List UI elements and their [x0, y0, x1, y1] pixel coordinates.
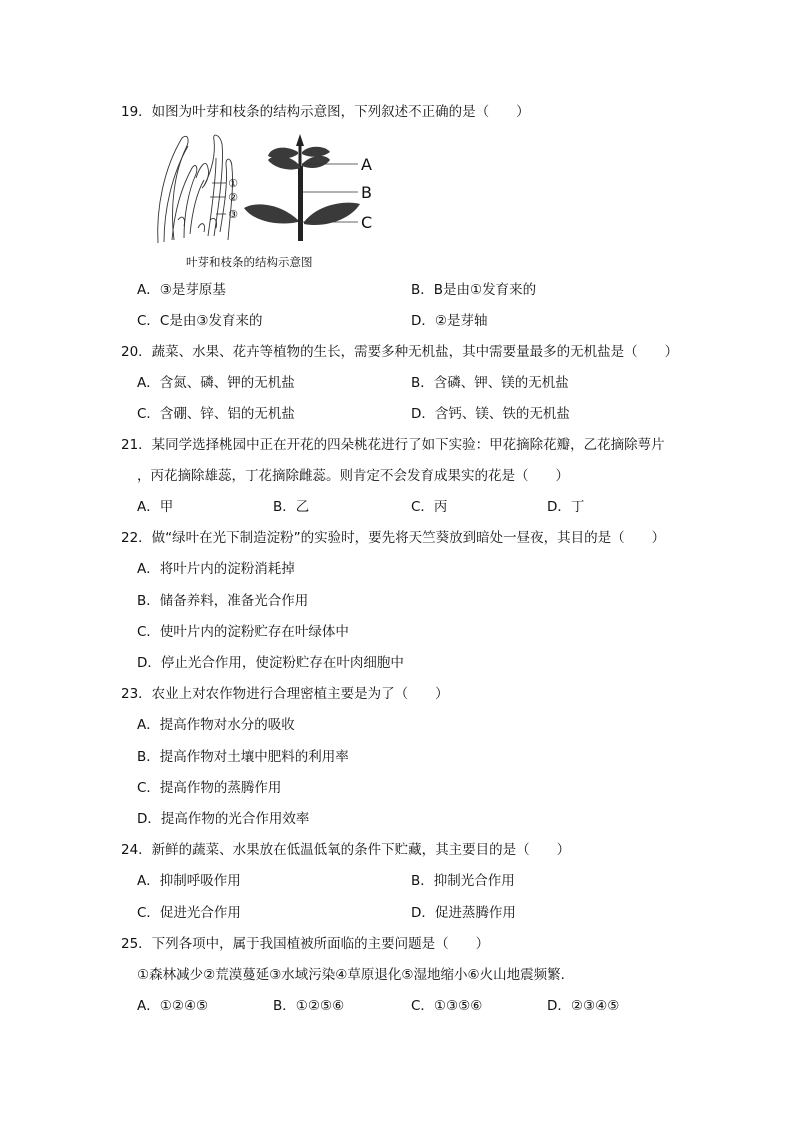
q21-option-a[interactable]: A．甲	[137, 499, 174, 515]
bud-label-1: ①	[228, 177, 238, 190]
q25-option-c[interactable]: C．①③⑤⑥	[411, 998, 483, 1014]
leaf-top-right	[302, 147, 330, 157]
q20-option-d[interactable]: D．含钙、镁、铁的无机盐	[411, 406, 570, 422]
branch-drawing	[244, 134, 360, 241]
terminal-bud	[296, 134, 304, 146]
q24-option-a[interactable]: A．抑制呼吸作用	[137, 873, 241, 889]
question-25-stem: 25．下列各项中，属于我国植被所面临的主要问题是（ ）	[121, 936, 490, 952]
q23-option-c[interactable]: C．提高作物的蒸腾作用	[137, 780, 282, 796]
branch-labels	[361, 155, 372, 232]
q20-option-c[interactable]: C．含硼、锌、铝的无机盐	[137, 406, 295, 422]
question-25-items: ①森林减少②荒漠蔓延③水域污染④草原退化⑤湿地缩小⑥火山地震频繁．	[137, 967, 575, 983]
question-22-stem: 22．做“绿叶在光下制造淀粉”的实验时，要先将天竺葵放到暗处一昼夜，其目的是（ ）	[121, 530, 666, 546]
q25-option-d[interactable]: D．②③④⑤	[547, 998, 620, 1014]
q24-option-d[interactable]: D．促进蒸腾作用	[411, 905, 516, 921]
q23-option-d[interactable]: D．提高作物的光合作用效率	[137, 811, 310, 827]
q25-option-a[interactable]: A．①②④⑤	[137, 998, 209, 1014]
bud-label-2: ②	[228, 191, 238, 204]
leaf-mid-right	[302, 156, 330, 168]
q19-option-d[interactable]: D．②是芽轴	[411, 313, 488, 329]
q22-option-d[interactable]: D．停止光合作用，使淀粉贮存在叶肉细胞中	[137, 655, 404, 671]
q21-option-b[interactable]: B．乙	[273, 499, 310, 515]
bud-labels	[228, 177, 238, 221]
leaf-bud-branch-diagram	[150, 128, 390, 256]
question-24-stem: 24．新鲜的蔬菜、水果放在低温低氧的条件下贮藏，其主要目的是（ ）	[121, 842, 571, 858]
question-21-stem-line2: ，丙花摘除雄蕊，丁花摘除雌蕊。则肯定不会发育成果实的花是（ ）	[137, 468, 569, 484]
branch-stem	[298, 166, 303, 241]
question-23-stem: 23．农业上对农作物进行合理密植主要是为了（ ）	[121, 686, 449, 702]
q19-option-a[interactable]: A．③是芽原基	[137, 282, 226, 298]
q21-option-d[interactable]: D．丁	[547, 499, 585, 515]
q21-option-c[interactable]: C．丙	[411, 499, 448, 515]
q22-option-a[interactable]: A．将叶片内的淀粉消耗掉	[137, 561, 295, 577]
q24-option-c[interactable]: C．促进光合作用	[137, 905, 241, 921]
question-19-stem: 19．如图为叶芽和枝条的结构示意图，下列叙述不正确的是（ ）	[121, 104, 530, 120]
branch-label-b: B	[361, 183, 372, 202]
leaf-mid-left	[268, 156, 300, 170]
q22-option-c[interactable]: C．使叶片内的淀粉贮存在叶绿体中	[137, 624, 349, 640]
question-20-stem: 20．蔬菜、水果、花卉等植物的生长，需要多种无机盐，其中需要量最多的无机盐是（ ）	[121, 344, 679, 360]
q23-option-b[interactable]: B．提高作物对土壤中肥料的利用率	[137, 749, 349, 765]
q25-option-b[interactable]: B．①②⑤⑥	[273, 998, 345, 1014]
leaf-bottom-left	[244, 204, 298, 223]
branch-label-a: A	[361, 155, 372, 174]
leaf-bud-section	[158, 135, 233, 243]
question-21-stem-line1: 21．某同学选择桃园中正在开花的四朵桃花进行了如下实验：甲花摘除花瓣，乙花摘除萼片	[121, 437, 665, 453]
bud-label-3: ③	[228, 208, 238, 221]
q20-option-b[interactable]: B．含磷、钾、镁的无机盐	[411, 375, 569, 391]
q23-option-a[interactable]: A．提高作物对水分的吸收	[137, 717, 295, 733]
q19-option-c[interactable]: C．C是由③发育来的	[137, 313, 263, 329]
branch-label-c: C	[361, 213, 373, 232]
figure-caption: 叶芽和枝条的结构示意图	[186, 255, 313, 269]
q19-option-b[interactable]: B．B是由①发育来的	[411, 282, 537, 298]
q22-option-b[interactable]: B．储备养料，准备光合作用	[137, 593, 309, 609]
q24-option-b[interactable]: B．抑制光合作用	[411, 873, 515, 889]
q20-option-a[interactable]: A．含氮、磷、钾的无机盐	[137, 375, 295, 391]
